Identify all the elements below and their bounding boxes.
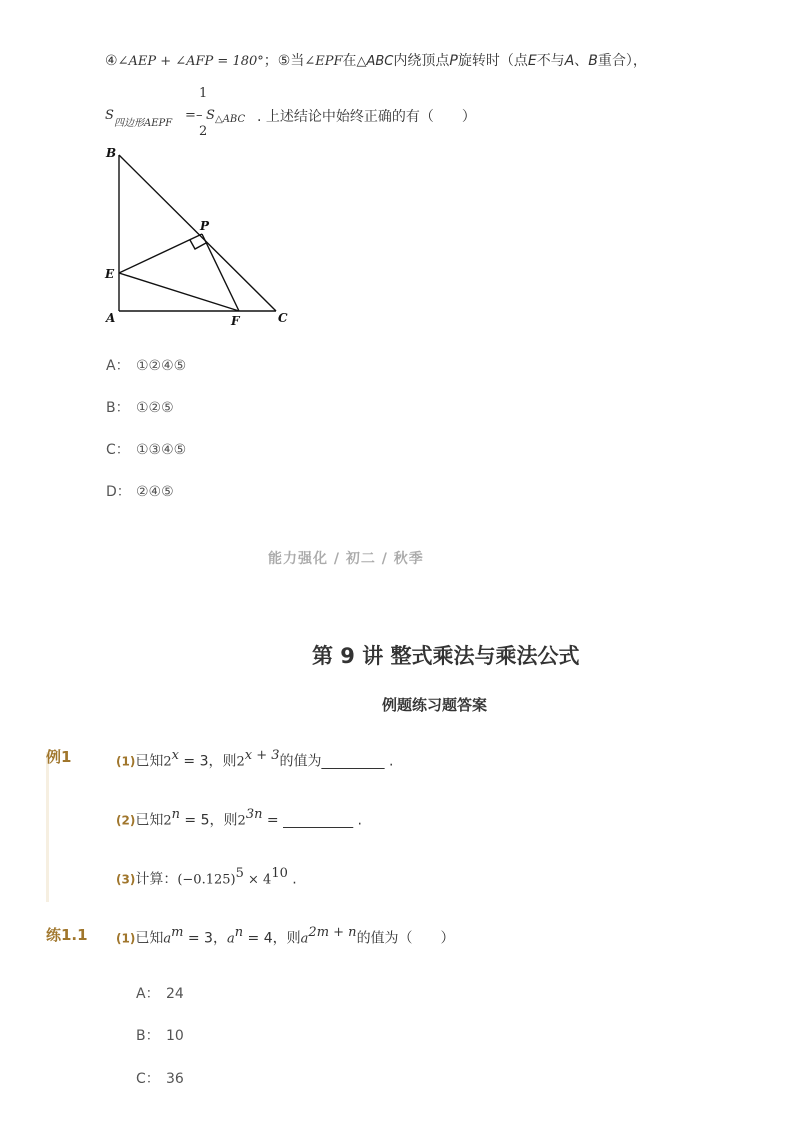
practice-option-b[interactable]: [136, 1025, 184, 1045]
example1-q2: [116, 807, 362, 829]
area-formula-line: [105, 86, 625, 146]
segment-ep: [119, 234, 202, 273]
option-text: ①②⑤: [136, 400, 174, 416]
area-s2: S: [206, 108, 215, 123]
question-tail: . 上述结论中始终正确的有（ ）: [257, 109, 476, 125]
option-letter: A：: [136, 986, 160, 1002]
text-rotate2: 旋转时（点: [457, 53, 528, 69]
point-b: B: [588, 53, 598, 69]
example1-q1: [116, 748, 393, 770]
practice-tag: 练1.1: [46, 926, 88, 944]
math-exponent: n: [171, 807, 180, 822]
math-base: a: [226, 931, 235, 947]
page-footer: 能力强化 / 初二 / 秋季: [268, 551, 424, 567]
question-number: (1): [116, 754, 136, 769]
label-a: A: [106, 311, 116, 325]
label-c: C: [278, 311, 288, 325]
option-text: ②④⑤: [136, 484, 174, 500]
segment-pf: [202, 234, 239, 311]
fraction-numerator: 1: [199, 86, 208, 101]
math-base: × 4: [243, 872, 272, 888]
point-e: E: [527, 53, 537, 69]
question-text: .: [287, 871, 297, 888]
math-exponent: 10: [271, 866, 288, 881]
option-b[interactable]: [106, 397, 174, 417]
math-base: (−0.125): [177, 872, 236, 888]
statement-line-4-5: [105, 50, 647, 70]
math-exponent: n: [234, 925, 244, 940]
math-exponent: 3n: [245, 807, 263, 822]
question-text: = 3，则: [178, 753, 237, 770]
math-exponent: 5: [235, 866, 244, 881]
question-text: = 4，则: [243, 930, 301, 947]
text-not-with: 不与: [536, 53, 565, 69]
option-letter: C：: [106, 442, 130, 458]
question-text: 计算：: [135, 871, 178, 888]
option-d[interactable]: [106, 481, 174, 501]
area-s: S: [105, 108, 114, 123]
label-e: E: [105, 267, 115, 281]
point-a: A: [564, 53, 575, 69]
question-text: 的值为_________ .: [279, 753, 394, 770]
area-s-subscript: 四边形AEPF: [114, 118, 173, 129]
section-title: 例题练习题答案: [382, 696, 488, 714]
point-p: P: [449, 53, 458, 69]
text-rotate: 内绕顶点: [393, 53, 450, 69]
math-base: 2: [163, 754, 172, 770]
option-c[interactable]: [106, 439, 186, 459]
math-exponent: x: [171, 748, 179, 763]
math-exponent: m: [171, 925, 184, 940]
math-base: a: [300, 931, 309, 947]
question-text: 已知: [135, 753, 164, 770]
option-text: ①③④⑤: [136, 442, 187, 458]
option-letter: A：: [106, 358, 130, 374]
question-number: (2): [116, 813, 136, 828]
question-text: 已知: [135, 930, 164, 947]
triangle-abc: △ABC: [356, 54, 394, 69]
text-coincide: 重合），: [597, 53, 647, 69]
math-exponent: x + 3: [244, 748, 280, 763]
option-text: ①②④⑤: [136, 358, 187, 374]
example1-q3: [116, 866, 297, 888]
text-in: 在: [342, 53, 357, 69]
option-text: 24: [166, 986, 184, 1002]
math-exponent: 2m + n: [308, 925, 357, 940]
example-stripe: [46, 752, 49, 902]
math-base: 2: [163, 813, 172, 829]
question-number: (3): [116, 872, 136, 887]
math-base: a: [163, 931, 172, 947]
question-number: (1): [116, 931, 136, 946]
area-s2-subscript: △ABC: [215, 114, 246, 125]
math-base: 2: [236, 754, 245, 770]
right-angle-mark: [190, 240, 206, 249]
circled-4: ④: [105, 53, 118, 69]
angle-sum-expression: ∠AEP + ∠AFP = 180°: [117, 54, 264, 69]
label-b: B: [106, 146, 117, 160]
triangle-figure: [100, 143, 300, 333]
separator: ；: [263, 53, 278, 69]
option-letter: C：: [136, 1071, 160, 1087]
lecture-title: 第 9 讲 整式乘法与乘法公式: [312, 644, 580, 668]
question-text: 的值为（ ）: [356, 930, 455, 947]
text-when: 当: [290, 53, 305, 69]
practice-option-c[interactable]: [136, 1068, 184, 1088]
practice1-q1: [116, 925, 455, 947]
practice-option-a[interactable]: [136, 983, 184, 1003]
label-p: P: [200, 219, 210, 233]
option-a[interactable]: [106, 355, 186, 375]
example-tag: 例1: [46, 748, 72, 766]
fraction-bar: –: [196, 108, 203, 123]
angle-epf: ∠EPF: [304, 54, 343, 69]
segment-ef: [119, 273, 239, 311]
option-letter: B：: [136, 1028, 160, 1044]
question-text: = 5，则: [179, 812, 238, 829]
question-text: = 3，: [183, 930, 227, 947]
segment-bc: [119, 155, 276, 311]
text-dun: 、: [574, 53, 589, 69]
equals-sign: =: [185, 108, 196, 123]
option-text: 36: [166, 1071, 184, 1087]
question-text: = __________ .: [262, 812, 362, 829]
fraction-denominator: 2: [199, 124, 208, 139]
circled-5: ⑤: [277, 53, 291, 69]
option-letter: D：: [106, 484, 131, 500]
label-f: F: [231, 314, 240, 328]
question-text: 已知: [135, 812, 164, 829]
math-base: 2: [237, 813, 246, 829]
option-text: 10: [166, 1028, 184, 1044]
option-letter: B：: [106, 400, 130, 416]
